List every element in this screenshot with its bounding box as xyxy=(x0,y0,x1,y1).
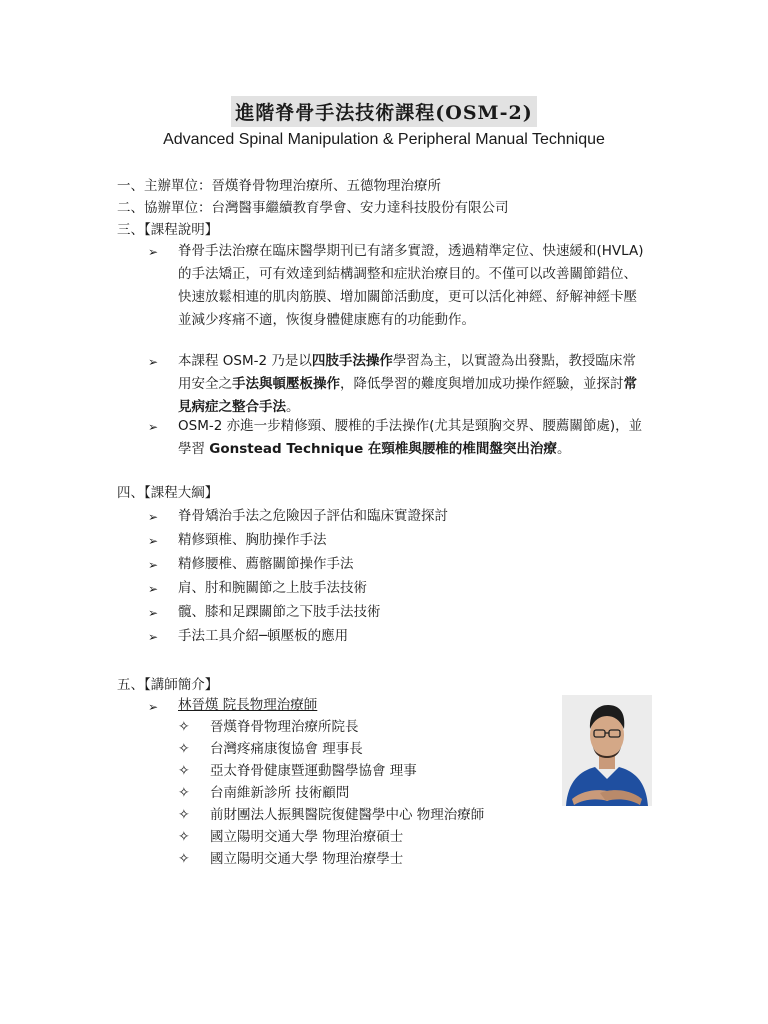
lecturer-credential: 台南維新診所 技術顧問 xyxy=(210,785,350,801)
diamond-bullet-icon: ✧ xyxy=(178,851,190,867)
section-lecturer: 五、【講師簡介】 xyxy=(117,677,219,693)
arrow-bullet-icon: ➢ xyxy=(148,606,159,620)
lecturer-name: 林晉熯 院長物理治療師 xyxy=(178,697,318,713)
description-paragraph-1: 脊骨手法治療在臨床醫學期刊已有諸多實證，透過精準定位、快速緩和(HVLA)的手法矯正，可有效達到結構調整和症狀治療目的。不僅可以改善關節錯位、快速放鬆相連的肌肉筋膜、增加關節活動度，更可以活化神經、紓解神經卡壓並減少疼痛不適，恢復身體健康應有的功能動作。 xyxy=(178,243,644,328)
lecturer-credential: 台灣疼痛康復協會 理事長 xyxy=(210,741,363,757)
arrow-bullet-icon: ➢ xyxy=(148,582,159,596)
arrow-bullet-icon: ➢ xyxy=(148,355,159,369)
lecturer-credential: 前財團法人振興醫院復健醫學中心 物理治療師 xyxy=(210,807,485,823)
diamond-bullet-icon: ✧ xyxy=(178,829,190,845)
lecturer-credential: 國立陽明交通大學 物理治療碩士 xyxy=(210,829,404,845)
outline-item: 髖、膝和足踝關節之下肢手法技術 xyxy=(178,604,381,620)
lecturer-credential: 國立陽明交通大學 物理治療學士 xyxy=(210,851,404,867)
arrow-bullet-icon: ➢ xyxy=(148,700,159,714)
document-subtitle: Advanced Spinal Manipulation & Peripheral Manual Technique xyxy=(163,131,605,148)
lecturer-photo xyxy=(562,695,652,806)
organizer-line: 一、主辦單位：晉熯脊骨物理治療所、五德物理治療所 xyxy=(117,178,441,194)
diamond-bullet-icon: ✧ xyxy=(178,785,190,801)
description-paragraph-3: OSM-2 亦進一步精修頸、腰椎的手法操作(尤其是頸胸交界、腰薦關節處)，並學習 Gonstead Technique 在頸椎與腰椎的椎間盤突出治療。 xyxy=(178,418,643,457)
outline-item: 精修頸椎、胸肋操作手法 xyxy=(178,532,327,548)
co-organizer-line: 二、協辦單位：台灣醫事繼續教育學會、安力達科技股份有限公司 xyxy=(117,200,509,216)
lecturer-portrait-image xyxy=(562,695,652,806)
outline-item: 手法工具介紹─頓壓板的應用 xyxy=(178,628,349,644)
outline-item: 肩、肘和腕關節之上肢手法技術 xyxy=(178,580,367,596)
title-container xyxy=(0,96,768,127)
outline-item: 精修腰椎、薦髂關節操作手法 xyxy=(178,556,354,572)
section-course-outline: 四、【課程大綱】 xyxy=(117,485,219,501)
section-course-description: 三、【課程說明】 xyxy=(117,222,219,238)
description-paragraph-2: 本課程 OSM-2 乃是以四肢手法操作學習為主，以實證為出發點，教授臨床常用安全之手法與頓壓板操作，降低學習的難度與增加成功操作經驗，並探討常見病症之整合手法。 xyxy=(178,353,637,415)
diamond-bullet-icon: ✧ xyxy=(178,763,190,779)
document-title: 進階脊骨手法技術課程(OSM-2) xyxy=(231,96,536,127)
lecturer-credential: 晉熯脊骨物理治療所院長 xyxy=(210,719,359,735)
outline-item: 脊骨矯治手法之危險因子評估和臨床實證探討 xyxy=(178,508,448,524)
arrow-bullet-icon: ➢ xyxy=(148,245,159,259)
arrow-bullet-icon: ➢ xyxy=(148,510,159,524)
lecturer-credential: 亞太脊骨健康暨運動醫學協會 理事 xyxy=(210,763,417,779)
arrow-bullet-icon: ➢ xyxy=(148,558,159,572)
arrow-bullet-icon: ➢ xyxy=(148,630,159,644)
diamond-bullet-icon: ✧ xyxy=(178,719,190,735)
diamond-bullet-icon: ✧ xyxy=(178,741,190,757)
diamond-bullet-icon: ✧ xyxy=(178,807,190,823)
arrow-bullet-icon: ➢ xyxy=(148,534,159,548)
arrow-bullet-icon: ➢ xyxy=(148,420,159,434)
